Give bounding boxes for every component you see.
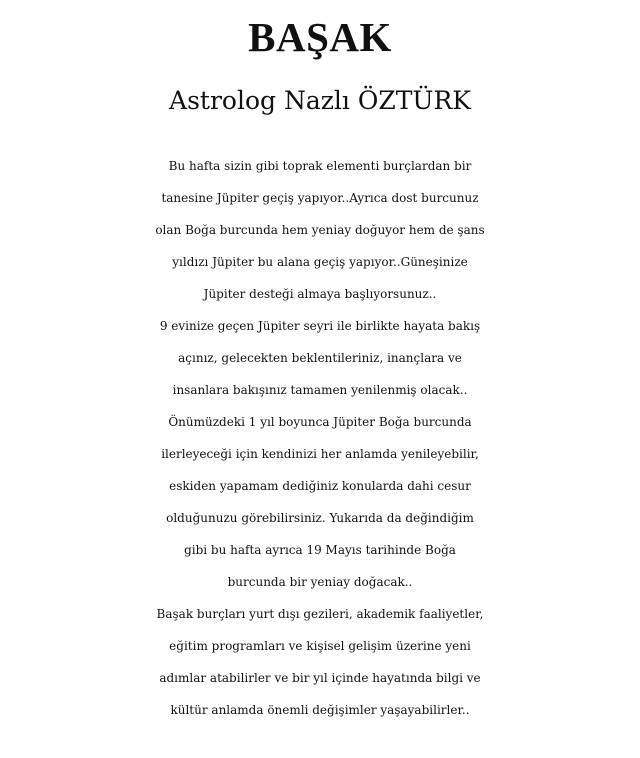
horoscope-body: [0, 150, 640, 726]
text-line: tanesine Jüpiter geçiş yapıyor..Ayrıca dost burcunuz: [161, 191, 479, 205]
text-line: gibi bu hafta ayrıca 19 Mayıs tarihinde Boğa: [184, 543, 456, 557]
text-line: Önümüzdeki 1 yıl boyunca Jüpiter Boğa burcunda: [168, 415, 472, 429]
text-line: olduğunuzu görebilirsiniz. Yukarıda da değindiğim: [166, 511, 474, 525]
text-line: 9 evinize geçen Jüpiter seyri ile birlikte hayata bakış: [159, 319, 481, 333]
page-title: BAŞAK: [248, 14, 392, 60]
text-line: Jüpiter desteği almaya başlıyorsunuz..: [203, 287, 437, 301]
text-line: burcunda bir yeniay doğacak..: [227, 575, 413, 589]
author-line: Astrolog Nazlı ÖZTÜRK: [169, 86, 471, 115]
text-line: eskiden yapamam dediğiniz konularda dahi cesur: [169, 479, 471, 493]
text-line: insanlara bakışınız tamamen yenilenmiş olacak..: [172, 383, 468, 397]
text-line: Bu hafta sizin gibi toprak elementi burçlardan bir: [168, 159, 472, 173]
text-line: olan Boğa burcunda hem yeniay doğuyor hem de şans: [155, 223, 485, 237]
text-line: açınız, gelecekten beklentileriniz, inançlara ve: [178, 351, 462, 365]
text-line: eğitim programları ve kişisel gelişim üzerine yeni: [169, 639, 471, 653]
text-line: yıldızı Jüpiter bu alana geçiş yapıyor..Güneşinize: [172, 255, 468, 269]
text-line: adımlar atabilirler ve bir yıl içinde hayatında bilgi ve: [159, 671, 481, 685]
text-line: ilerleyeceği için kendinizi her anlamda yenileyebilir,: [161, 447, 479, 461]
text-line: kültür anlamda önemli değişimler yaşayabilirler..: [170, 703, 470, 717]
text-line: Başak burçları yurt dışı gezileri, akademik faaliyetler,: [156, 607, 484, 621]
